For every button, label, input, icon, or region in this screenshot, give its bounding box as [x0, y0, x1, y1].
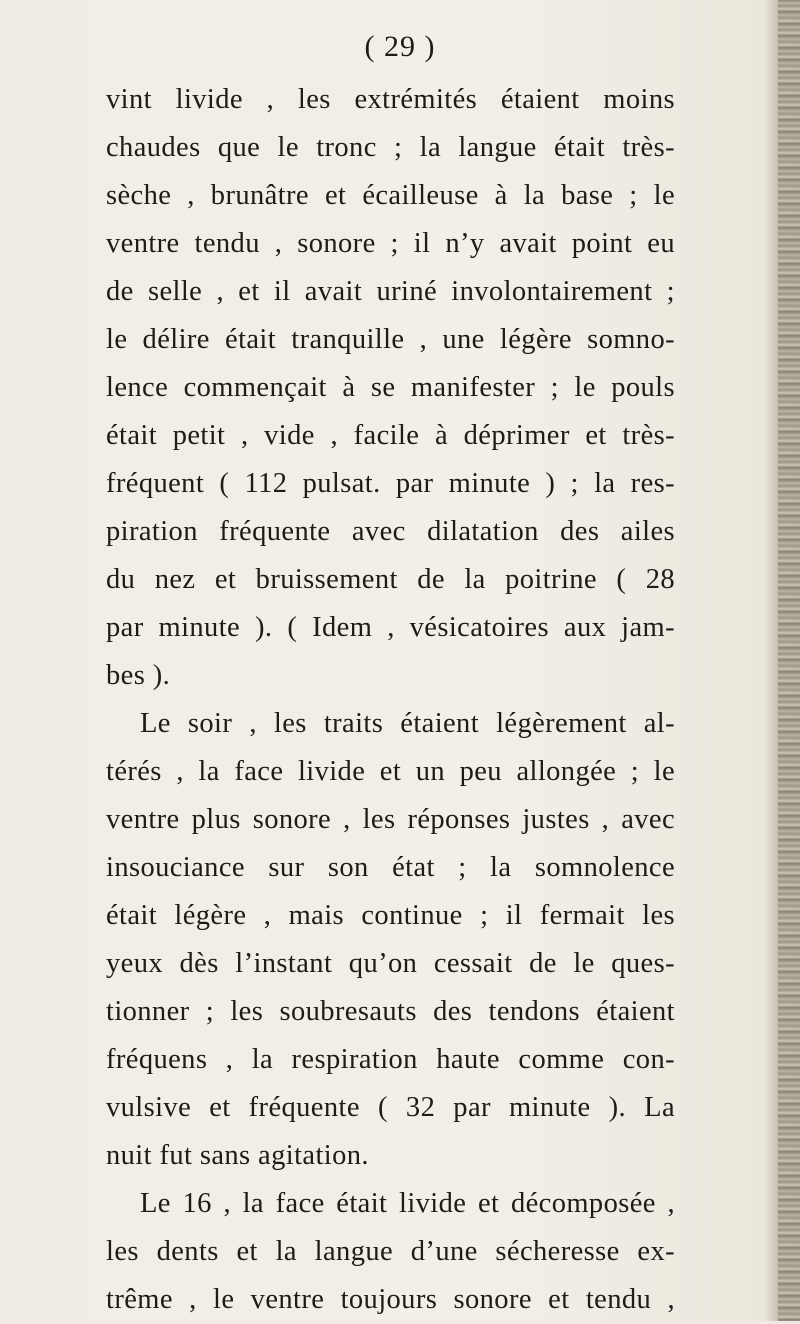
text-line: lence commençait à se manifester ; le pouls [106, 372, 675, 403]
text-line: Le 16 , la face était livide et décomposée , [140, 1188, 675, 1219]
text-line: fréquens , la respiration haute comme con- [106, 1044, 675, 1075]
text-line: tionner ; les soubresauts des tendons étaient [106, 996, 675, 1027]
text-line: térés , la face livide et un peu allongée ; le [106, 756, 675, 787]
page-number: ( 29 ) [364, 30, 436, 63]
text-line: était légère , mais continue ; il fermait les [106, 900, 675, 931]
text-line: de selle , et il avait uriné involontairement ; [106, 276, 675, 307]
text-line: les dents et la langue d’une sécheresse ex- [106, 1236, 675, 1267]
text-line: vint livide , les extrémités étaient moins [106, 84, 675, 115]
text-line: ventre tendu , sonore ; il n’y avait point eu [106, 228, 675, 259]
text-line: bes ). [106, 660, 171, 691]
text-line: était petit , vide , facile à déprimer et très- [106, 420, 675, 451]
text-line: ventre plus sonore , les réponses justes , avec [106, 804, 675, 835]
book-binding-edge [778, 0, 800, 1321]
text-line: le délire était tranquille , une légère somno- [106, 324, 675, 355]
text-line: par minute ). ( Idem , vésicatoires aux jam- [106, 612, 675, 643]
text-line: sèche , brunâtre et écailleuse à la base ; le [106, 180, 675, 211]
text-line: trême , le ventre toujours sonore et tendu , [106, 1284, 675, 1315]
text-line: fréquent ( 112 pulsat. par minute ) ; la res- [106, 468, 675, 499]
text-line: chaudes que le tronc ; la langue était très- [106, 132, 675, 163]
text-line: piration fréquente avec dilatation des ailes [106, 516, 675, 547]
text-line: du nez et bruissement de la poitrine ( 28 [106, 564, 675, 595]
text-line: vulsive et fréquente ( 32 par minute ). La [106, 1092, 675, 1123]
text-line: nuit fut sans agitation. [106, 1140, 369, 1171]
text-line: yeux dès l’instant qu’on cessait de le ques- [106, 948, 675, 979]
binding-shadow [764, 0, 778, 1321]
text-line: insouciance sur son état ; la somnolence [106, 852, 675, 883]
text-line: Le soir , les traits étaient légèrement al- [140, 708, 675, 739]
